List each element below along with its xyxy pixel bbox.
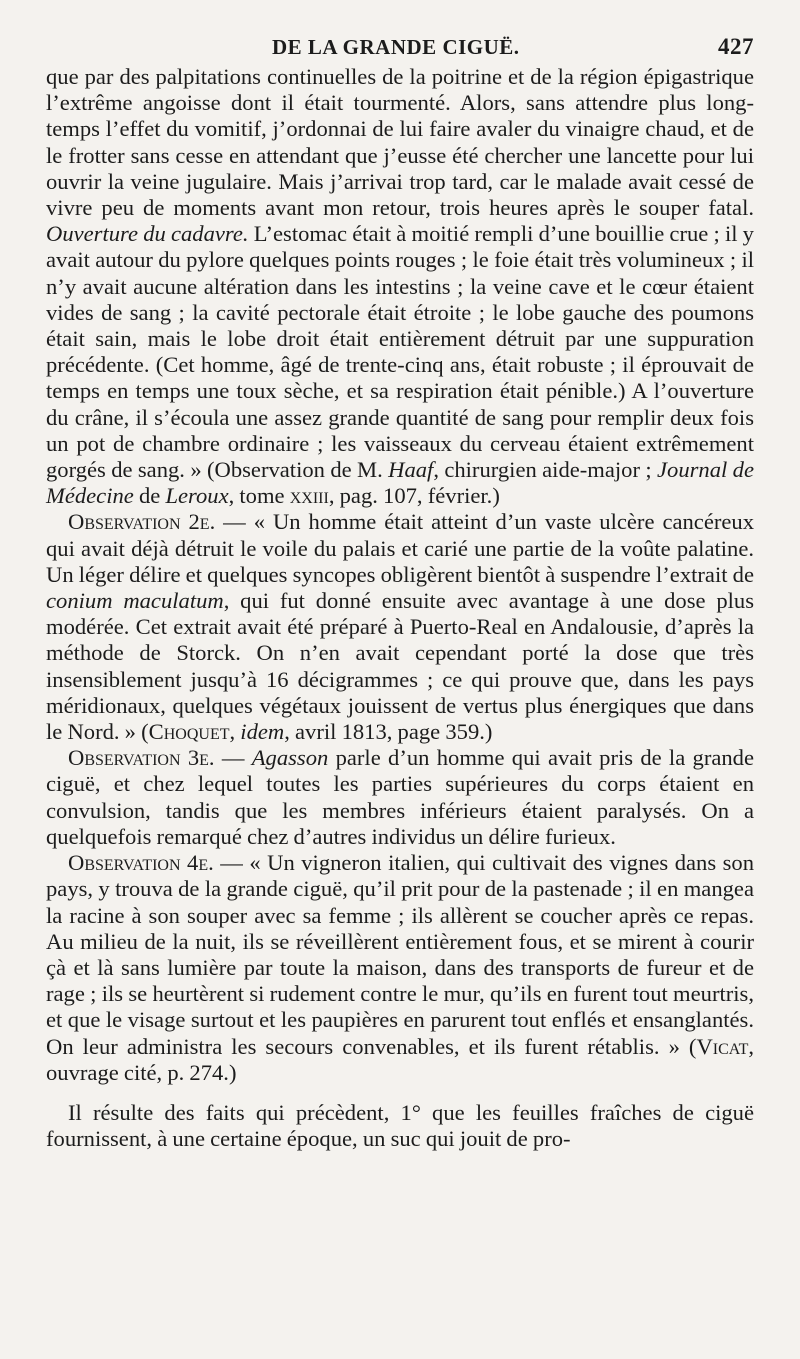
italic-run: Ouverture du cadavre. [46,221,249,247]
observation-label: Observation 4e. [68,850,214,876]
italic-run: conium maculatum [46,588,224,614]
italic-run: Journal de Médecine [46,457,754,509]
page-header [46,34,754,64]
paragraph-autopsy [46,64,754,509]
small-caps-run: xxiii [289,483,329,509]
italic-run: Leroux [165,483,229,509]
text-run: , pag. 107, février.) [328,483,500,509]
text-run: — « Un homme était atteint d’un vaste ulcère cancéreux qui avait déjà détruit le voile du palais et carié une partie de la voûte palatine. Un léger délire et quelques syncopes obligèrent bientôt à suspendre l’extrait de [46,509,755,587]
text-run: de [133,483,166,509]
text-run: — « Un vigneron italien, qui cultivait des vignes dans son pays, y trouva de la grande ciguë, qu’il prit pour de la pastenade ; il en mangea la racine à son souper avec sa femme ; ils allèrent se coucher après ce repas. Au milieu de la nuit, ils se réveillèrent entièrement fous, et se mirent à courir çà et là sans lumière par toute la maison, dans des transports de fureur et de rage ; ils se heurtèrent si rudement contre le mur, qu’ils en furent tout meurtris, et que le visage surtout et les paupières en parurent tout enflés et ensanglantés. On leur administra les secours convenables, et ils furent rétablis. » ( [46,850,754,1059]
text-run: Il résulte des faits qui précèdent, 1° que les feuilles fraîches de ciguë fournissent, à une certaine époque, un suc qui jouit de pro- [46,1099,754,1152]
text-run: — [214,745,252,771]
observation-3 [46,745,754,850]
text-run: , qui fut donné ensuite avec avantage à une dose plus modérée. Cet extrait avait été préparé à Puerto-Real en Andalousie, d’après la méthode de Storck. On n’en avait cependant porté la dose que très insensiblement jusqu’à 16 décigrammes ; ce qui prouve que, dans les pays méridionaux, quelques végétaux jouissent de vertus plus énergiques que dans le Nord. » ( [46,588,754,745]
page-number: 427 [718,34,754,59]
text-run: , ouvrage cité, p. 274.) [46,1033,754,1085]
observation-2 [46,509,754,745]
observation-label: Observation 2e. [68,509,216,535]
text-run: , tome [228,483,290,509]
italic-run: Haaf [388,457,434,483]
running-title: DE LA GRANDE CIGUË. [272,35,520,59]
observation-label: Observation 3e. [68,745,215,771]
small-caps-run: Vicat [696,1033,749,1059]
page-body [46,64,754,1152]
text-run: , chirurgien aide-major ; [433,457,658,483]
paragraph-conclusion [46,1100,754,1152]
text-run: , avril 1813, page 359.) [284,719,493,745]
italic-run: idem [240,719,285,745]
observation-4 [46,850,754,1086]
small-caps-run: Choquet [148,719,230,745]
text-run: parle d’un homme qui avait pris de la grande ciguë, et chez lequel toutes les parties supérieures du corps étaient en convulsion, tandis que les membres inférieurs étaient paralysés. On a quelquefois remarqué chez d’autres individus un délire furieux. [46,745,754,849]
text-run: , [229,719,241,745]
text-run: L’estomac était à moitié rempli d’une bouillie crue ; il y avait autour du pylore quelques points rouges ; le foie était très volumineux ; il n’y avait aucune altération dans les intestins ; la veine cave et le cœur étaient vides de sang ; la cavité pectorale était étroite ; le lobe gauche des poumons était sain, mais le lobe droit était entièrement détruit par une suppuration précédente. (Cet homme, âgé de trente-cinq ans, était robuste ; il éprouvait de temps en temps une toux sèche, et sa respiration était pénible.) A l’ouverture du crâne, il s’écoula une assez grande quantité de sang pour remplir deux fois un pot de chambre ordinaire ; les vaisseaux du cerveau étaient extrêmement gorgés de sang. » (Observation de M. [46,221,754,483]
text-run: que par des palpitations continuelles de la poitrine et de la région épigastrique l’extrême angoisse dont il était tourmenté. Alors, sans attendre plus long-temps l’effet du vomitif, j’ordonnai de lui faire avaler du vinaigre chaud, et de le frotter sans cesse en attendant que j’eusse été chercher une lancette pour lui ouvrir la veine jugulaire. Mais j’arrivai trop tard, car le malade avait cessé de vivre peu de moments avant mon retour, trois heures après le souper fatal. [46,64,754,221]
italic-run: Agasson [251,745,329,771]
